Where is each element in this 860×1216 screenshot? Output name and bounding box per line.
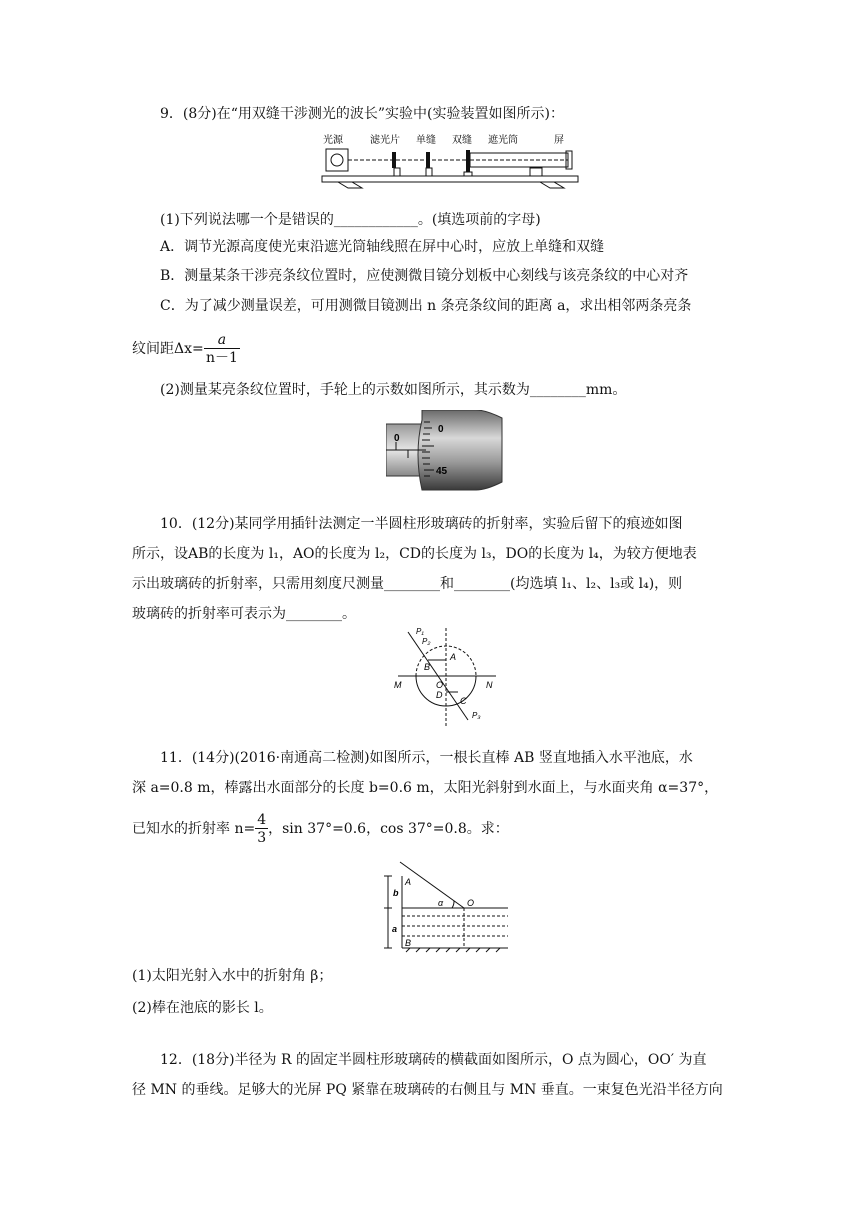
label-p2: P₂ (422, 637, 431, 646)
frac-numerator: a (204, 332, 240, 349)
delta-x-fraction (204, 332, 240, 367)
label-tube: 遮光筒 (488, 135, 518, 146)
label-p1: P₁ (416, 627, 424, 636)
q9-option-b: B．测量某条干涉亮条纹位置时，应使测微目镜分划板中心刻线与该亮条纹的中心对齐 (160, 268, 689, 284)
frac-denominator: n－1 (205, 349, 238, 366)
q11-line3-pre: 已知水的折射率 n= (132, 821, 256, 837)
q10-line4: 玻璃砖的折射率可表示为________。 (132, 606, 356, 622)
q10-line1: 10．(12分)某同学用插针法测定一半圆柱形玻璃砖的折射率，实验后留下的痕迹如图 (160, 516, 683, 532)
label-o: O (467, 898, 475, 908)
label-b-bottom: B (405, 938, 412, 948)
label-b: B (424, 662, 431, 672)
label-light-source: 光源 (323, 135, 343, 146)
label-m: M (394, 680, 402, 690)
q11-sub1: (1)太阳光射入水中的折射角 β； (132, 968, 333, 984)
q11-line1: 11．(14分)(2016·南通高二检测)如图所示，一根长直棒 AB 竖直地插入水平池底，水 (160, 750, 693, 766)
micrometer-45: 45 (436, 466, 448, 477)
n-denominator: 3 (257, 829, 267, 846)
micrometer-main-zero: 0 (394, 433, 400, 444)
q9-option-c-cont (132, 326, 240, 372)
q9-option-c-pre: 纹间距Δx= (132, 341, 204, 357)
micrometer-figure (386, 410, 506, 502)
label-p3: P₃ (472, 711, 481, 720)
q9-option-a: A．调节光源高度使光束沿遮光筒轴线照在屏中心时，应放上单缝和双缝 (160, 239, 605, 255)
q12-line2: 径 MN 的垂线。足够大的光屏 PQ 紧靠在玻璃砖的右侧且与 MN 垂直。一束复色光沿半径方向 (132, 1082, 723, 1098)
label-b-len: b (393, 888, 399, 898)
label-c: C (460, 696, 467, 706)
q11-line3 (132, 806, 509, 852)
q10-line3: 示出玻璃砖的折射率，只需用刻度尺测量________和________(均选填 l₁、l₂、l₃或 l₄)，则 (132, 576, 683, 592)
label-filter: 滤光片 (370, 135, 400, 146)
n-numerator: 4 (257, 811, 267, 828)
label-a-len: a (392, 924, 398, 934)
label-o: O (436, 680, 444, 690)
label-screen: 屏 (554, 135, 564, 146)
label-alpha: α (438, 898, 444, 908)
q11-line3-post: ，sin 37°=0.6，cos 37°=0.8。求： (268, 821, 509, 837)
label-d: D (436, 690, 443, 700)
label-single-slit: 单缝 (416, 135, 436, 146)
q10-line2: 所示，设AB的长度为 l₁，AO的长度为 l₂，CD的长度为 l₃，DO的长度为 l₄，为较方便地表 (132, 546, 697, 562)
q11-sub2: (2)棒在池底的影长 l。 (132, 1000, 273, 1016)
n-fraction (255, 812, 268, 847)
q9-sub2: (2)测量某亮条纹位置时，手轮上的示数如图所示，其示数为________mm。 (160, 382, 627, 398)
q9-sub1: (1)下列说法哪一个是错误的____________。(填选项前的字母) (160, 212, 541, 228)
double-slit-apparatus-figure (318, 132, 584, 194)
q12-line1: 12．(18分)半径为 R 的固定半圆柱形玻璃砖的横截面如图所示，O 点为圆心，OO′ 为直 (160, 1052, 707, 1068)
rod-in-pool-figure (380, 860, 510, 960)
label-a: A (450, 652, 457, 662)
label-double-slit: 双缝 (452, 135, 472, 146)
pin-method-figure (392, 626, 504, 734)
q9-stem: 9．(8分)在“用双缝干涉测光的波长”实验中(实验装置如图所示)： (160, 106, 564, 122)
micrometer-circ-zero: 0 (438, 424, 444, 435)
q9-option-c: C．为了减少测量误差，可用测微目镜测出 n 条亮条纹间的距离 a，求出相邻两条亮条 (160, 298, 692, 314)
label-n: N (486, 680, 493, 690)
label-a-top: A (405, 877, 412, 887)
q11-line2: 深 a=0.8 m，棒露出水面部分的长度 b=0.6 m，太阳光斜射到水面上，与水面夹角 α=37°， (132, 780, 719, 796)
